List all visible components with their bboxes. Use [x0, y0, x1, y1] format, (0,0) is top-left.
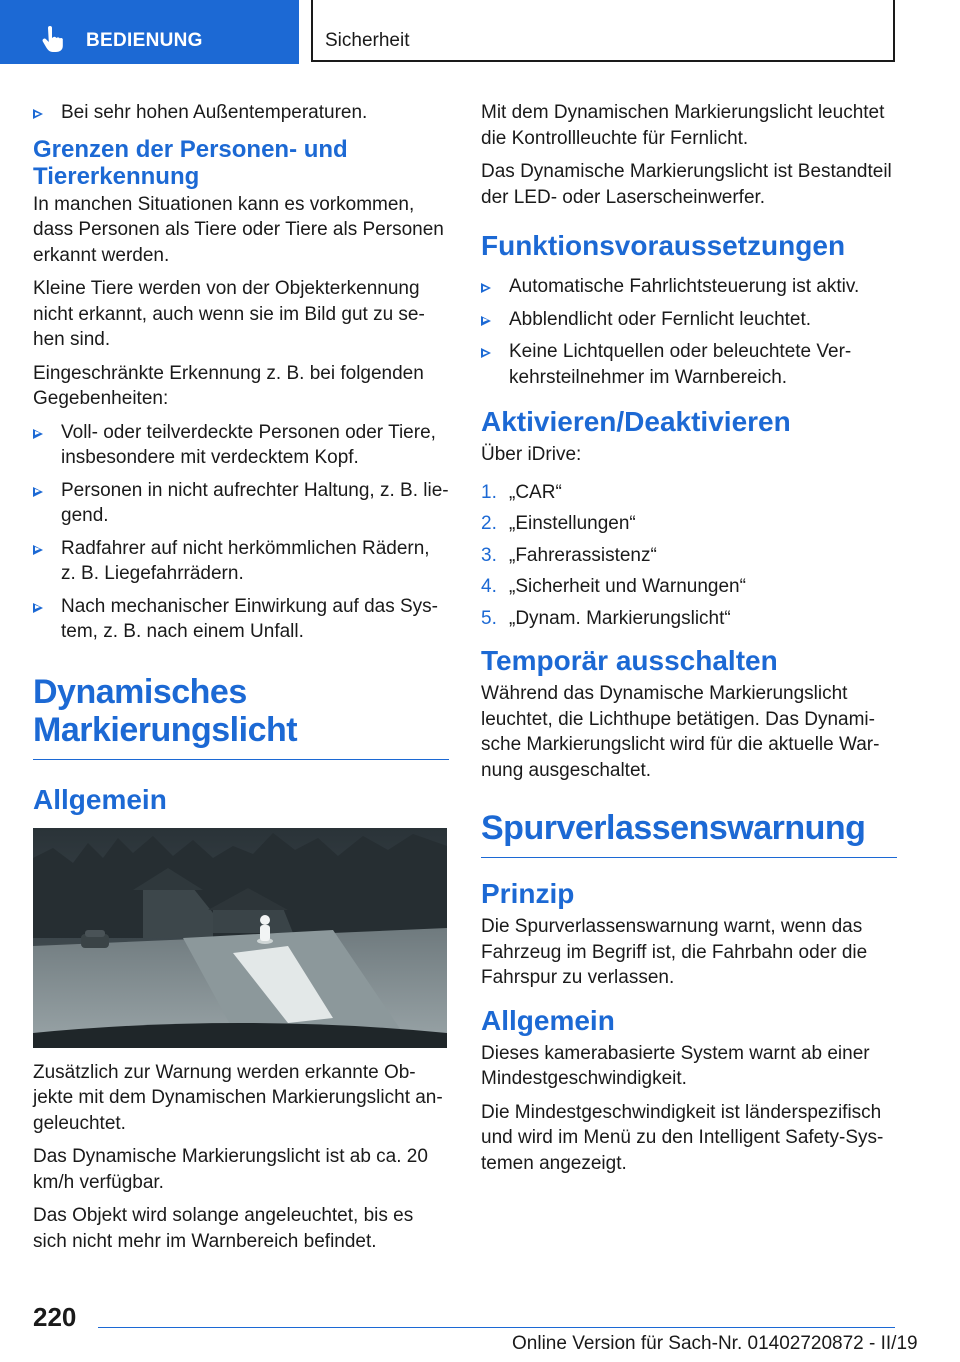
list-item: Radfahrer auf nicht herkömmlichen Rädern, z. B. Liegefahrrädern. — [33, 536, 449, 587]
paragraph: Mit dem Dynamischen Markierungslicht leuchtet die Kontrollleuchte für Fernlicht. — [481, 102, 885, 149]
heading-aktivieren-deaktivieren: Aktivieren/Deaktivieren — [481, 406, 791, 437]
online-version-note: Online Version für Sach-Nr. 01402720872 - II/19 — [512, 1333, 918, 1354]
triangle-bullet-icon — [481, 283, 491, 293]
paragraph: Das Dynamische Markierungslicht ist ab ca. 20 km/h verfügbar. — [33, 1146, 428, 1193]
list-item: Keine Lichtquellen oder beleuchtete Ver-kehrsteilnehmer im Warnbereich. — [481, 339, 897, 390]
heading-allgemein-spur: Allgemein — [481, 1004, 615, 1036]
triangle-bullet-icon — [33, 429, 43, 439]
left-column — [33, 100, 449, 1262]
page-number: 220 — [33, 1302, 77, 1332]
list-item: Bei sehr hohen Außentemperaturen. — [33, 100, 449, 126]
idrive-steps-list — [481, 480, 897, 632]
paragraph: Während das Dynamische Markierungslicht leuchtet, die Lichthupe betätigen. Das Dynami-sche Markierungslicht wird für die aktuelle War-nung ausgeschaltet. — [481, 683, 880, 781]
section-title: Sicherheit — [325, 30, 410, 51]
list-item: 1. „CAR“ — [481, 481, 562, 503]
paragraph: Dieses kamerabasierte System warnt ab einer Mindestgeschwindigkeit. — [481, 1042, 870, 1089]
paragraph: Eingeschränkte Erkennung z. B. bei folgenden Gegebenheiten: — [33, 362, 424, 409]
bullet-list-top — [33, 100, 449, 126]
list-item: 4. „Sicherheit und Warnungen“ — [481, 576, 746, 597]
triangle-bullet-icon — [33, 109, 43, 119]
heading-grenzen: Grenzen der Personen- und Tiererkennung — [33, 135, 348, 190]
paragraph: Über iDrive: — [481, 444, 582, 465]
paragraph: In manchen Situationen kann es vorkommen, dass Personen als Tiere oder Tiere als Personen erkannt werden. — [33, 193, 444, 266]
heading-spurverlassenswarnung: Spurverlassenswarnung — [481, 809, 897, 858]
list-item: Automatische Fahrlichtsteuerung ist aktiv. — [481, 274, 897, 300]
paragraph: Zusätzlich zur Warnung werden erkannte Ob-jekte mit dem Dynamischen Markierungslicht an-geleuchtet. — [33, 1061, 443, 1134]
heading-temporaer-ausschalten: Temporär ausschalten — [481, 645, 778, 676]
list-item: 5. „Dynam. Markierungslicht“ — [481, 607, 731, 629]
list-item: 3. „Fahrerassistenz“ — [481, 544, 657, 566]
heading-dynamisches-markierungslicht: Dynamisches Markierungslicht — [33, 673, 449, 760]
paragraph: Kleine Tiere werden von der Objekterkennung nicht erkannt, auch wenn sie im Bild gut zu se-hen sind. — [33, 278, 425, 350]
paragraph: Die Spurverlassenswarnung warnt, wenn das Fahrzeug im Begriff ist, die Fahrbahn oder die Fahrspur zu verlassen. — [481, 916, 868, 988]
list-item: Personen in nicht aufrechter Haltung, z. B. lie-gend. — [33, 478, 449, 529]
heading-prinzip: Prinzip — [481, 878, 575, 909]
hand-pointer-icon — [40, 26, 66, 54]
paragraph: Das Dynamische Markierungslicht ist Bestandteil der LED- oder Laserscheinwerfer. — [481, 161, 892, 208]
triangle-bullet-icon — [481, 348, 491, 358]
triangle-bullet-icon — [481, 316, 491, 326]
bullet-list-funktion — [481, 274, 897, 390]
heading-funktionsvoraussetzungen: Funktionsvoraussetzungen — [481, 230, 846, 261]
bullet-list-grenzen — [33, 420, 449, 645]
list-item: Voll- oder teilverdeckte Personen oder Tiere, insbesondere mit verdecktem Kopf. — [33, 420, 449, 471]
list-item: Nach mechanischer Einwirkung auf das Sys-tem, z. B. nach einem Unfall. — [33, 594, 449, 645]
night-road-pedestrian-illustration — [33, 828, 447, 1048]
paragraph: Das Objekt wird solange angeleuchtet, bis es sich nicht mehr im Warnbereich befindet. — [33, 1205, 414, 1252]
list-item: 2. „Einstellungen“ — [481, 513, 636, 534]
chapter-label: BEDIENUNG — [86, 30, 203, 51]
triangle-bullet-icon — [33, 545, 43, 555]
chapter-tab — [0, 0, 299, 64]
triangle-bullet-icon — [33, 487, 43, 497]
heading-allgemein: Allgemein — [33, 783, 167, 815]
list-item: Abblendlicht oder Fernlicht leuchtet. — [481, 307, 897, 333]
footer-divider — [98, 1327, 895, 1328]
triangle-bullet-icon — [33, 603, 43, 613]
paragraph: Die Mindestgeschwindigkeit ist länderspezifisch und wird im Menü zu den Intelligent Safety-Sys-temen angezeigt. — [481, 1101, 884, 1174]
right-column — [481, 100, 897, 1184]
